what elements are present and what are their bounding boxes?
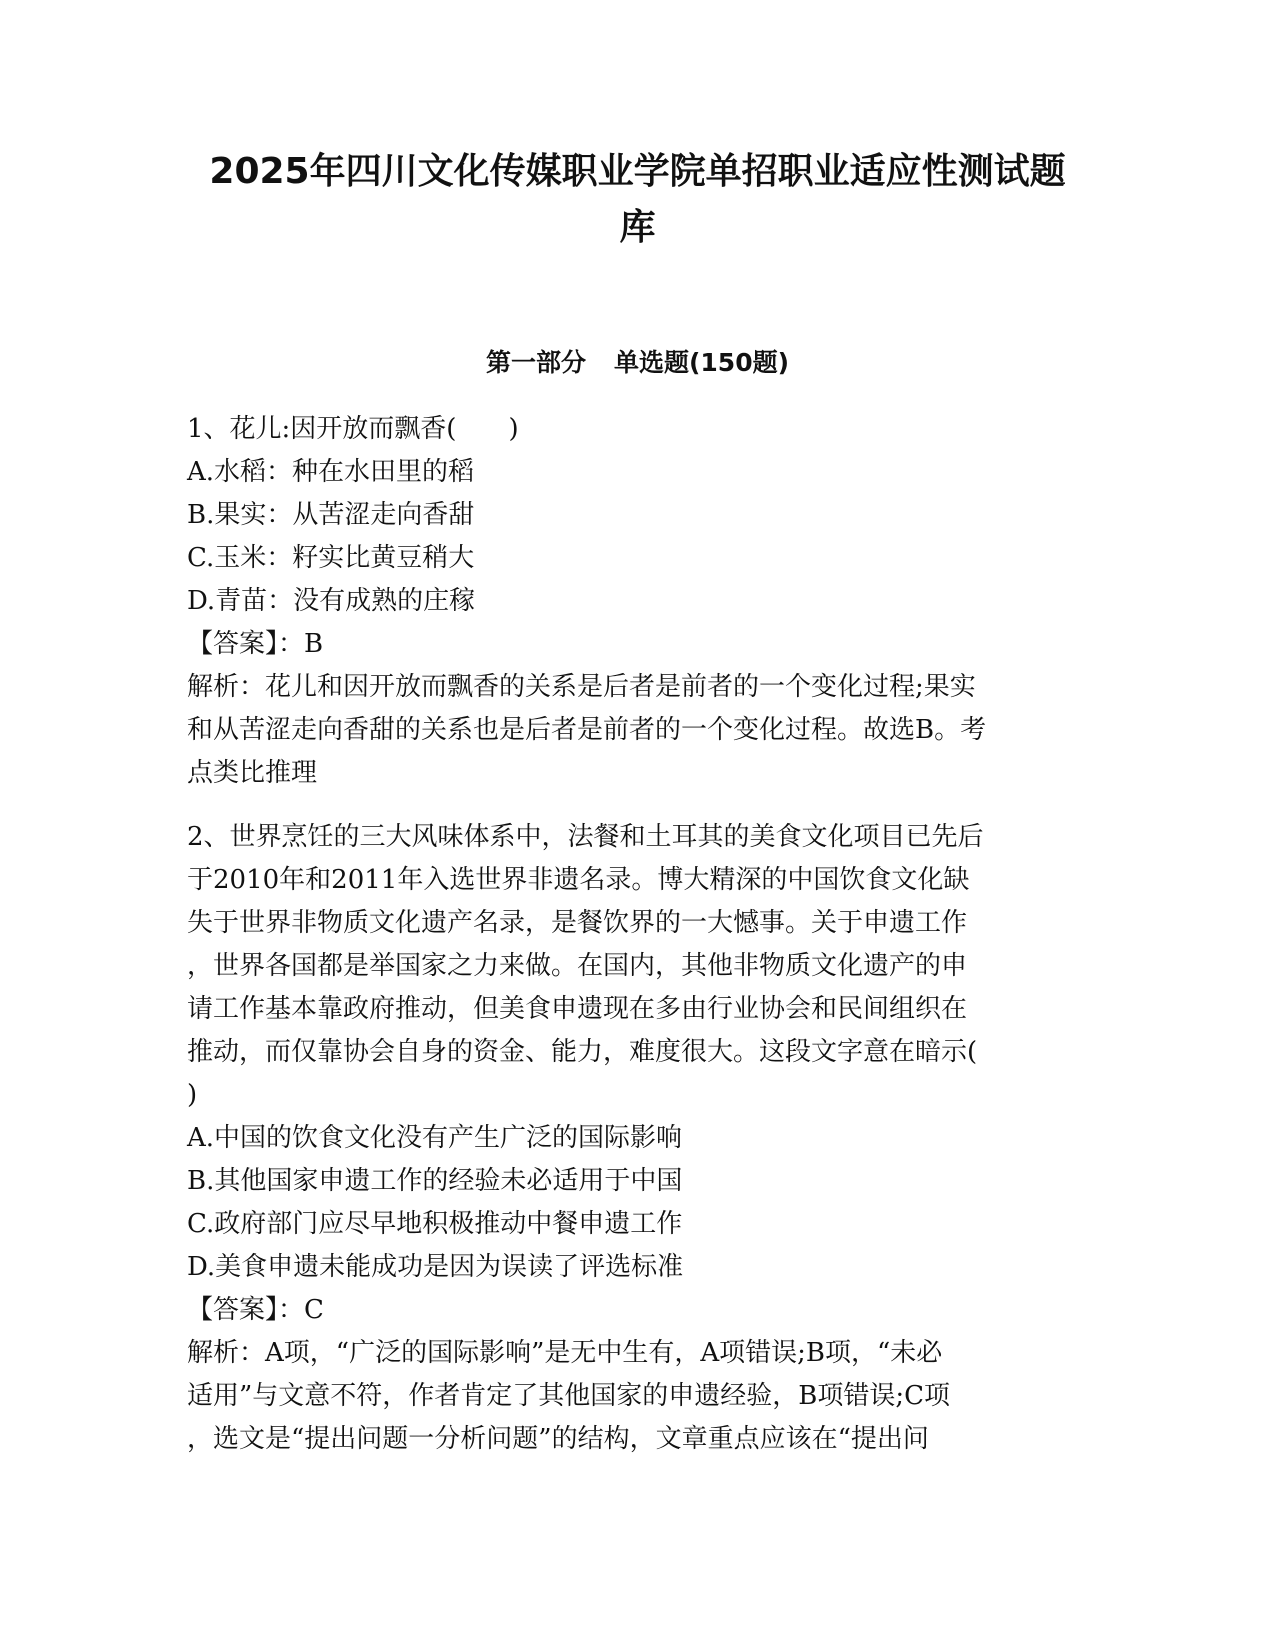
section-label: 第一部分 <box>485 348 586 377</box>
question-2-stem-line-7: ) <box>187 1080 198 1110</box>
question-2 <box>187 816 1087 1461</box>
question-1-option-b: B.果实：从苦涩走向香甜 <box>187 500 475 530</box>
question-2-option-b: B.其他国家申遗工作的经验未必适用于中国 <box>187 1166 683 1196</box>
question-spacer <box>187 795 1087 816</box>
question-1-analysis-line-3: 点类比推理 <box>187 758 318 788</box>
question-2-stem-line-1: 2、世界烹饪的三大风味体系中，法餐和土耳其的美食文化项目已先后 <box>187 822 984 852</box>
question-1-option-d: D.青苗：没有成熟的庄稼 <box>187 586 476 616</box>
question-1-analysis-line-2: 和从苦涩走向香甜的关系也是后者是前者的一个变化过程。故选B。考 <box>187 715 987 745</box>
question-2-analysis-line-1: 解析：A项，“广泛的国际影响”是无中生有，A项错误;B项，“未必 <box>187 1338 943 1368</box>
question-1 <box>187 408 1087 795</box>
question-2-stem-line-3: 失于世界非物质文化遗产名录，是餐饮界的一大憾事。关于申遗工作 <box>187 908 968 938</box>
question-2-stem-line-5: 请工作基本靠政府推动，但美食申遗现在多由行业协会和民间组织在 <box>187 994 968 1024</box>
question-2-stem-line-2: 于2010年和2011年入选世界非遗名录。博大精深的中国饮食文化缺 <box>187 865 970 895</box>
question-2-analysis-line-3: ，选文是“提出问题一分析问题”的结构，文章重点应该在“提出问 <box>187 1424 929 1454</box>
document-title-line-2: 库 <box>619 207 656 248</box>
question-2-stem-line-6: 推动，而仅靠协会自身的资金、能力，难度很大。这段文字意在暗示( <box>187 1037 978 1067</box>
document-title-line-1: 2025年四川文化传媒职业学院单招职业适应性测试题 <box>209 151 1066 192</box>
question-1-option-c: C.玉米：籽实比黄豆稍大 <box>187 543 475 573</box>
question-1-stem: 1、花儿:因开放而飘香( ) <box>187 414 519 444</box>
section-heading <box>150 345 1125 381</box>
question-list <box>187 408 1087 1461</box>
question-1-option-a: A.水稻：种在水田里的稻 <box>187 457 475 487</box>
question-1-answer: 【答案】：B <box>187 629 324 659</box>
section-name: 单选题(150题) <box>613 348 790 377</box>
document-title <box>150 144 1125 256</box>
question-2-option-c: C.政府部门应尽早地积极推动中餐申遗工作 <box>187 1209 683 1239</box>
question-1-analysis-line-1: 解析：花儿和因开放而飘香的关系是后者是前者的一个变化过程;果实 <box>187 672 976 702</box>
question-2-answer: 【答案】：C <box>187 1295 324 1325</box>
question-2-stem-line-4: ，世界各国都是举国家之力来做。在国内，其他非物质文化遗产的申 <box>187 951 968 981</box>
question-2-option-a: A.中国的饮食文化没有产生广泛的国际影响 <box>187 1123 683 1153</box>
question-2-analysis-line-2: 适用”与文意不符，作者肯定了其他国家的申遗经验，B项错误;C项 <box>187 1381 951 1411</box>
question-2-option-d: D.美食申遗未能成功是因为误读了评选标准 <box>187 1252 684 1282</box>
